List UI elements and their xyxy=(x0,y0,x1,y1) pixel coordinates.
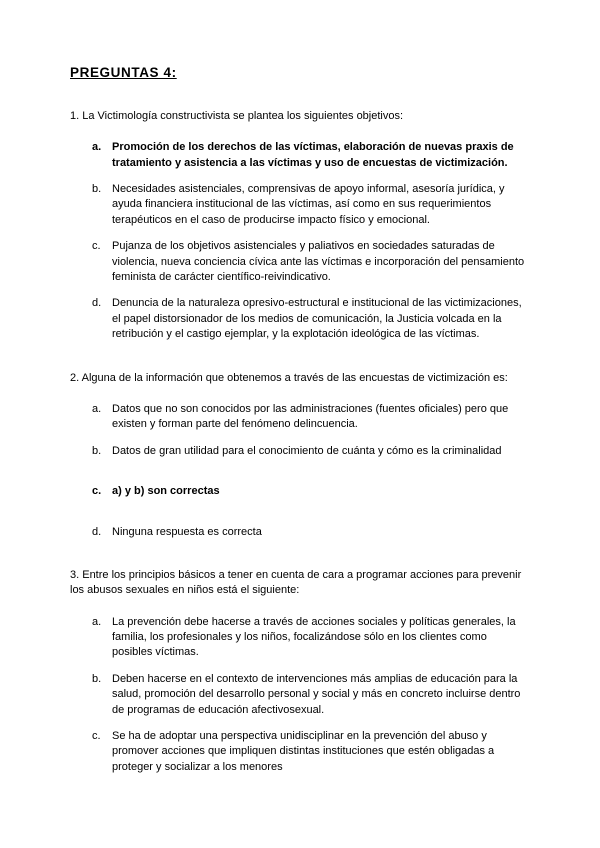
option-letter: b. xyxy=(92,183,102,196)
option-2b xyxy=(92,444,526,459)
option-letter: b. xyxy=(92,444,102,457)
option-text: Pujanza de los objetivos asistenciales y paliativos en sociedades saturadas de violencia, nueva conciencia cívica ante las víctimas e incorporación del pensamiento feminista de carácter científico-reivindicativo. xyxy=(112,240,525,284)
option-1d xyxy=(92,296,526,342)
option-letter: b. xyxy=(92,672,102,685)
option-letter: a. xyxy=(92,141,102,154)
option-text: Deben hacerse en el contexto de intervenciones más amplias de educación para la salud, promoción del desarrollo personal y social y más en concreto incluirse dentro de programas de educación afectivosexual. xyxy=(112,672,521,716)
option-text: La prevención debe hacerse a través de acciones sociales y políticas generales, la familia, los profesionales y los niños, focalizándose sólo en los clientes como posibles víctimas. xyxy=(112,615,516,659)
question-1 xyxy=(70,109,526,343)
option-3b xyxy=(92,672,526,718)
question-2-stem: 2. Alguna de la información que obtenemos a través de las encuestas de victimización es: xyxy=(70,371,508,384)
option-2d xyxy=(92,525,526,540)
question-3 xyxy=(70,568,526,775)
option-letter: a. xyxy=(92,402,102,415)
spacer xyxy=(70,470,526,484)
option-text: Denuncia de la naturaleza opresivo-estructural e institucional de las victimizaciones, el papel distorsionador de los medios de comunicación, la Justicia volcada en la retribución y el castigo ejemplar, y la explotación ideológica de las víctimas. xyxy=(112,297,522,341)
option-letter: d. xyxy=(92,297,102,310)
question-2 xyxy=(70,371,526,540)
option-1c xyxy=(92,239,526,285)
question-1-stem: 1. La Victimología constructivista se plantea los siguientes objetivos: xyxy=(70,109,404,122)
option-text: Datos de gran utilidad para el conocimiento de cuánta y cómo es la criminalidad xyxy=(112,444,502,457)
option-text: Promoción de los derechos de las víctimas, elaboración de nuevas praxis de tratamiento y asistencia a las víctimas y uso de encuestas de victimización. xyxy=(112,141,514,169)
option-letter: a. xyxy=(92,615,102,628)
option-letter: c. xyxy=(92,485,102,498)
option-text: Se ha de adoptar una perspectiva unidisciplinar en la prevención del abuso y promover acciones que impliquen distintas instituciones que estén obligadas a proteger y socializar a los menores xyxy=(112,730,495,773)
option-letter: c. xyxy=(92,240,101,253)
option-3a xyxy=(92,615,526,661)
option-text: Datos que no son conocidos por las administraciones (fuentes oficiales) pero que existen y forman parte del fenómeno delincuencia. xyxy=(112,402,509,431)
option-1b xyxy=(92,182,526,228)
option-2a xyxy=(92,402,526,433)
spacer xyxy=(70,511,526,525)
option-text: a) y b) son correctas xyxy=(112,485,220,498)
option-1a xyxy=(92,140,526,171)
option-text: Ninguna respuesta es correcta xyxy=(112,525,262,538)
question-1-options xyxy=(70,140,526,342)
option-3c xyxy=(92,729,526,775)
option-text: Necesidades asistenciales, comprensivas de apoyo informal, asesoría jurídica, y ayuda financiera institucional de las víctimas, así como en sus requerimientos terapéuticos en el caso de producirse impacto físico y emocional. xyxy=(112,183,505,226)
option-letter: c. xyxy=(92,730,101,743)
question-2-options xyxy=(70,402,526,540)
page-title: PREGUNTAS 4: xyxy=(70,65,177,80)
question-3-options xyxy=(70,615,526,776)
question-3-stem: 3. Entre los principios básicos a tener en cuenta de cara a programar acciones para prevenir los abusos sexuales en niños está el siguiente: xyxy=(70,568,522,597)
option-2c xyxy=(92,484,526,499)
option-letter: d. xyxy=(92,525,102,538)
